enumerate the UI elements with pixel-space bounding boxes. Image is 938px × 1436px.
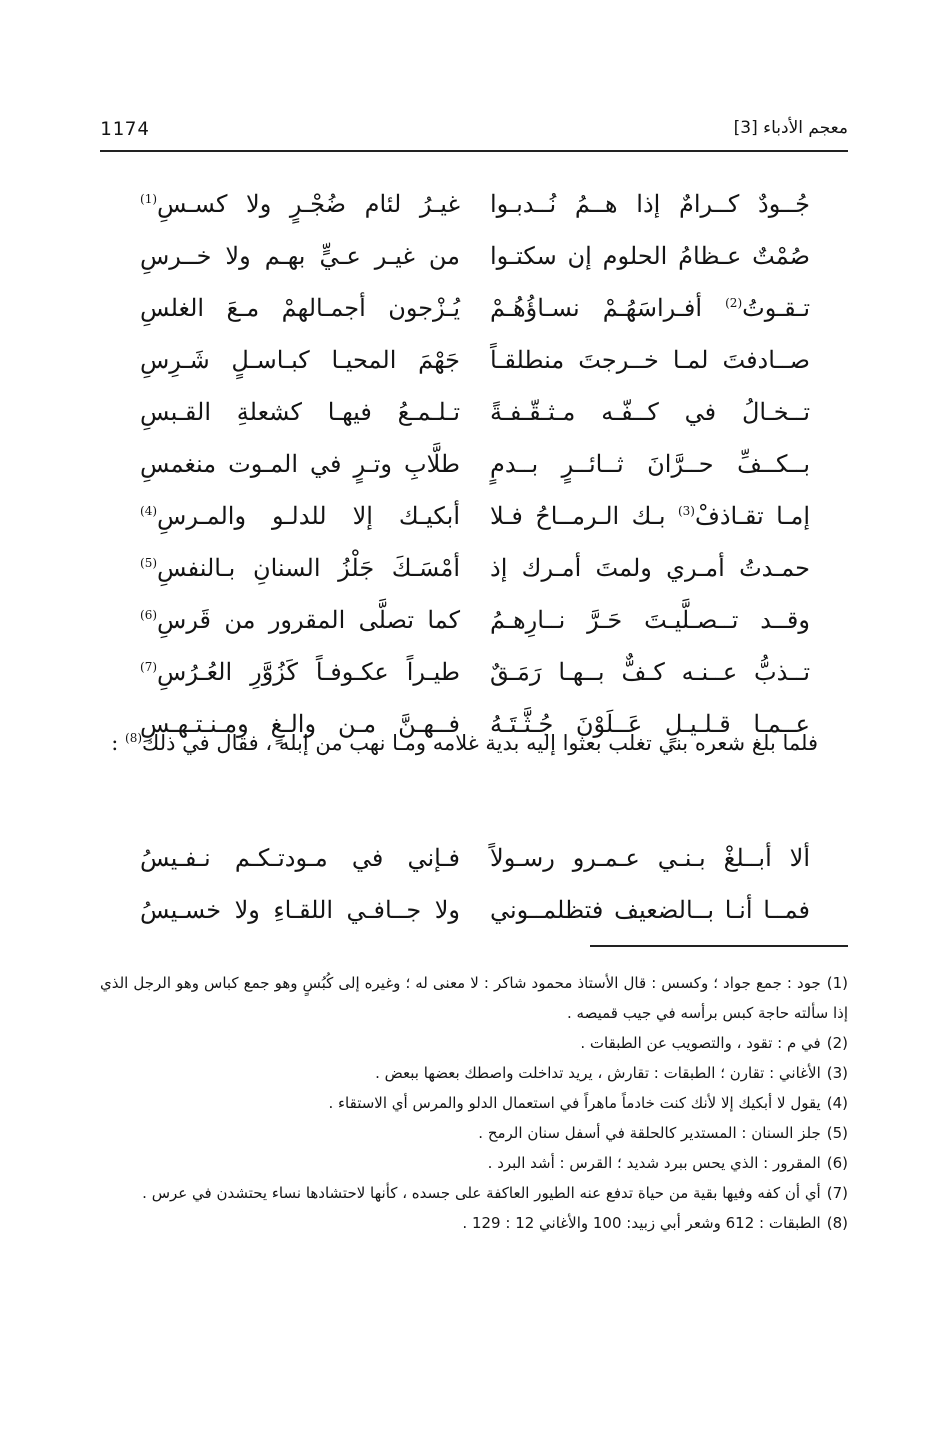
footnote-text: جود : جمع جواد ؛ وكسس : قال الأستاذ محمود شاكر : لا معنى له ؛ وغيره إلى كُبُسٍ وهو جمع كباس وهو الرجل الذي إذا سألته حاجة كبس برأسه في جيب قميصه . xyxy=(100,974,848,1022)
second-hemistich: ولا جــافـي اللقـاءِ ولا خسـيسُ xyxy=(140,896,460,924)
prose-tail: : xyxy=(111,731,126,755)
first-hemistich: صُمْتٌ عـظامُ الحلوم إن سكتـوا xyxy=(490,242,810,270)
first-hemistich: حمـدتُ أمـري ولمتَ أمـرك إذ xyxy=(490,554,810,582)
footnote-text: الأغاني : تقارن ؛ الطبقات : تقارش ، يريد تداخلت واصطك بعضها ببعض . xyxy=(375,1064,821,1082)
first-hemistich: جُــودٌ كــرامٌ إذا هــمُ نُــدبـوا xyxy=(490,190,810,218)
footnote-number: (3) xyxy=(826,1064,848,1082)
verse-line xyxy=(140,392,810,444)
footnote-text: أي أن كفه وفيها بقية من حياة تدفع عنه الطيور العاكفة على جسده ، كأنها لاحتشادها نساء يحتشدن في عرس . xyxy=(142,1184,821,1202)
footnote-rule xyxy=(590,945,848,947)
footnotes xyxy=(100,968,848,1238)
second-hemistich: غيـرُ لئام ضُجْـرٍ ولا كسـسِ$^{(1)}$ xyxy=(140,190,460,218)
first-hemistich: تـقـوتُ$^{(2)}$ أفـراسَهُـمْ نسـاؤُهُـمْ xyxy=(490,294,810,322)
footnote-text: المقرور : الذي يحس ببرد شديد ؛ القرس : أشد البرد . xyxy=(487,1154,821,1172)
verse-line xyxy=(140,548,810,600)
first-hemistich: تــذبُّ عــنـه كـفٌّ بــهـا رَمَـقٌ xyxy=(490,658,810,686)
running-title: معجم الأدباء [3] xyxy=(733,118,848,138)
first-hemistich: فمــا أنـا بــالضعيف فتظلمــوني xyxy=(490,896,810,924)
footnote xyxy=(100,1178,848,1208)
page-header xyxy=(100,118,848,150)
first-hemistich: بــكــفِّ حــرَّانَ ثــائــرٍ بــدمٍ xyxy=(490,450,810,478)
verse-line xyxy=(140,184,810,236)
first-hemistich: صــادفتَ لمـا خــرجتَ منطلقـاً xyxy=(490,346,810,374)
footnote-number: (8) xyxy=(826,1214,848,1232)
header-rule xyxy=(100,150,848,152)
footnote-text: جلز السنان : المستدير كالحلقة في أسفل سنان الرمح . xyxy=(478,1124,821,1142)
verse-line xyxy=(140,444,810,496)
footnote-number: (5) xyxy=(826,1124,848,1142)
first-hemistich: عــمـا قـلـيـلٍ عَــلَوْنَ جُـثَّـتَـهُ xyxy=(490,710,810,738)
second-hemistich: فـإني في مـودتـكـم نـفـيسُ xyxy=(140,844,460,872)
second-hemistich: يُـزْجون أجمـالهمْ مـعَ الغلسِ xyxy=(140,294,460,322)
verse-line xyxy=(140,340,810,392)
first-hemistich: إمـا تقـاذفْ$^{(3)}$ بـك الـرمــاحُ فـلا xyxy=(490,502,810,530)
footnote-number: (2) xyxy=(826,1034,848,1052)
footnote xyxy=(100,968,848,1028)
footnote-number: (6) xyxy=(826,1154,848,1172)
verse-line xyxy=(140,838,810,890)
prose-text: فلما بلغ شعره بني تغلب بعثوا إليه بدية غلامه ومـا نهب من إبله ، فقال في ذلك xyxy=(142,731,818,755)
footnote-ref: (1) xyxy=(140,192,158,206)
prose-paragraph xyxy=(100,724,818,762)
verse-line xyxy=(140,236,810,288)
verse-line xyxy=(140,652,810,704)
second-hemistich: أمْسَـكَ جَلْزُ السنانِ بـالنفسِ$^{(5)}$ xyxy=(140,554,460,582)
verse-line xyxy=(140,288,810,340)
first-hemistich: تــخـالُ في كــفّـه مـثـقّـفـةً xyxy=(490,398,810,426)
first-hemistich: ألا أبــلغْ بـنـي عـمـرو رسـولاً xyxy=(490,844,810,872)
footnote-ref: (3) xyxy=(677,504,695,518)
footnote xyxy=(100,1058,848,1088)
second-hemistich: طيـراً عكـوفـاً كَزُوَّرِ العُـرُسِ$^{(7)}$ xyxy=(140,658,460,686)
footnote-ref: (5) xyxy=(140,556,158,570)
footnote xyxy=(100,1088,848,1118)
footnote-ref: (8) xyxy=(125,731,143,745)
second-hemistich: أبكيـك إلا للدلـو والمـرسِ$^{(4)}$ xyxy=(140,502,460,530)
footnote xyxy=(100,1208,848,1238)
second-hemistich: كما تصلَّى المقرور من قَرسِ$^{(6)}$ xyxy=(140,606,460,634)
page-number: 1174 xyxy=(100,118,150,140)
poem-second xyxy=(140,838,810,942)
verse-line xyxy=(140,890,810,942)
verse-line xyxy=(140,496,810,548)
footnote xyxy=(100,1148,848,1178)
footnote-ref: (2) xyxy=(725,296,743,310)
second-hemistich: تـلـمـعُ فيهـا كشعلةِ القـبسِ xyxy=(140,398,460,426)
footnote-ref: (6) xyxy=(140,608,158,622)
footnote-text: في م : تقود ، والتصويب عن الطبقات . xyxy=(580,1034,821,1052)
poem-first xyxy=(140,184,810,756)
verse-line xyxy=(140,600,810,652)
second-hemistich: جَهْمَ المحيـا كبـاسـلٍ شَـرِسِ xyxy=(140,346,460,374)
footnote-number: (7) xyxy=(826,1184,848,1202)
second-hemistich: من غيـر عـيٍّ بهـم ولا خــرسِ xyxy=(140,242,460,270)
second-hemistich: فــهـنَّ مـن والـغٍ ومـنـتـهـسِ xyxy=(140,710,460,738)
footnote-text: الطبقات : 612 وشعر أبي زبيد: 100 والأغاني 12 : 129 . xyxy=(462,1214,821,1232)
footnote-ref: (7) xyxy=(140,660,158,674)
footnote-ref: (4) xyxy=(140,504,158,518)
footnote-number: (4) xyxy=(826,1094,848,1112)
footnote-number: (1) xyxy=(826,974,848,992)
first-hemistich: وقــد تــصـلَّيـتَ حَـرَّ نــارِهـمُ xyxy=(490,606,810,634)
footnote xyxy=(100,1118,848,1148)
footnote-text: يقول لا أبكيك إلا لأنك كنت خادماً ماهراً في استعمال الدلو والمرس أي الاستقاء . xyxy=(328,1094,821,1112)
second-hemistich: طلَّابِ وتـرٍ في المـوت منغمسِ xyxy=(140,450,460,478)
footnote xyxy=(100,1028,848,1058)
